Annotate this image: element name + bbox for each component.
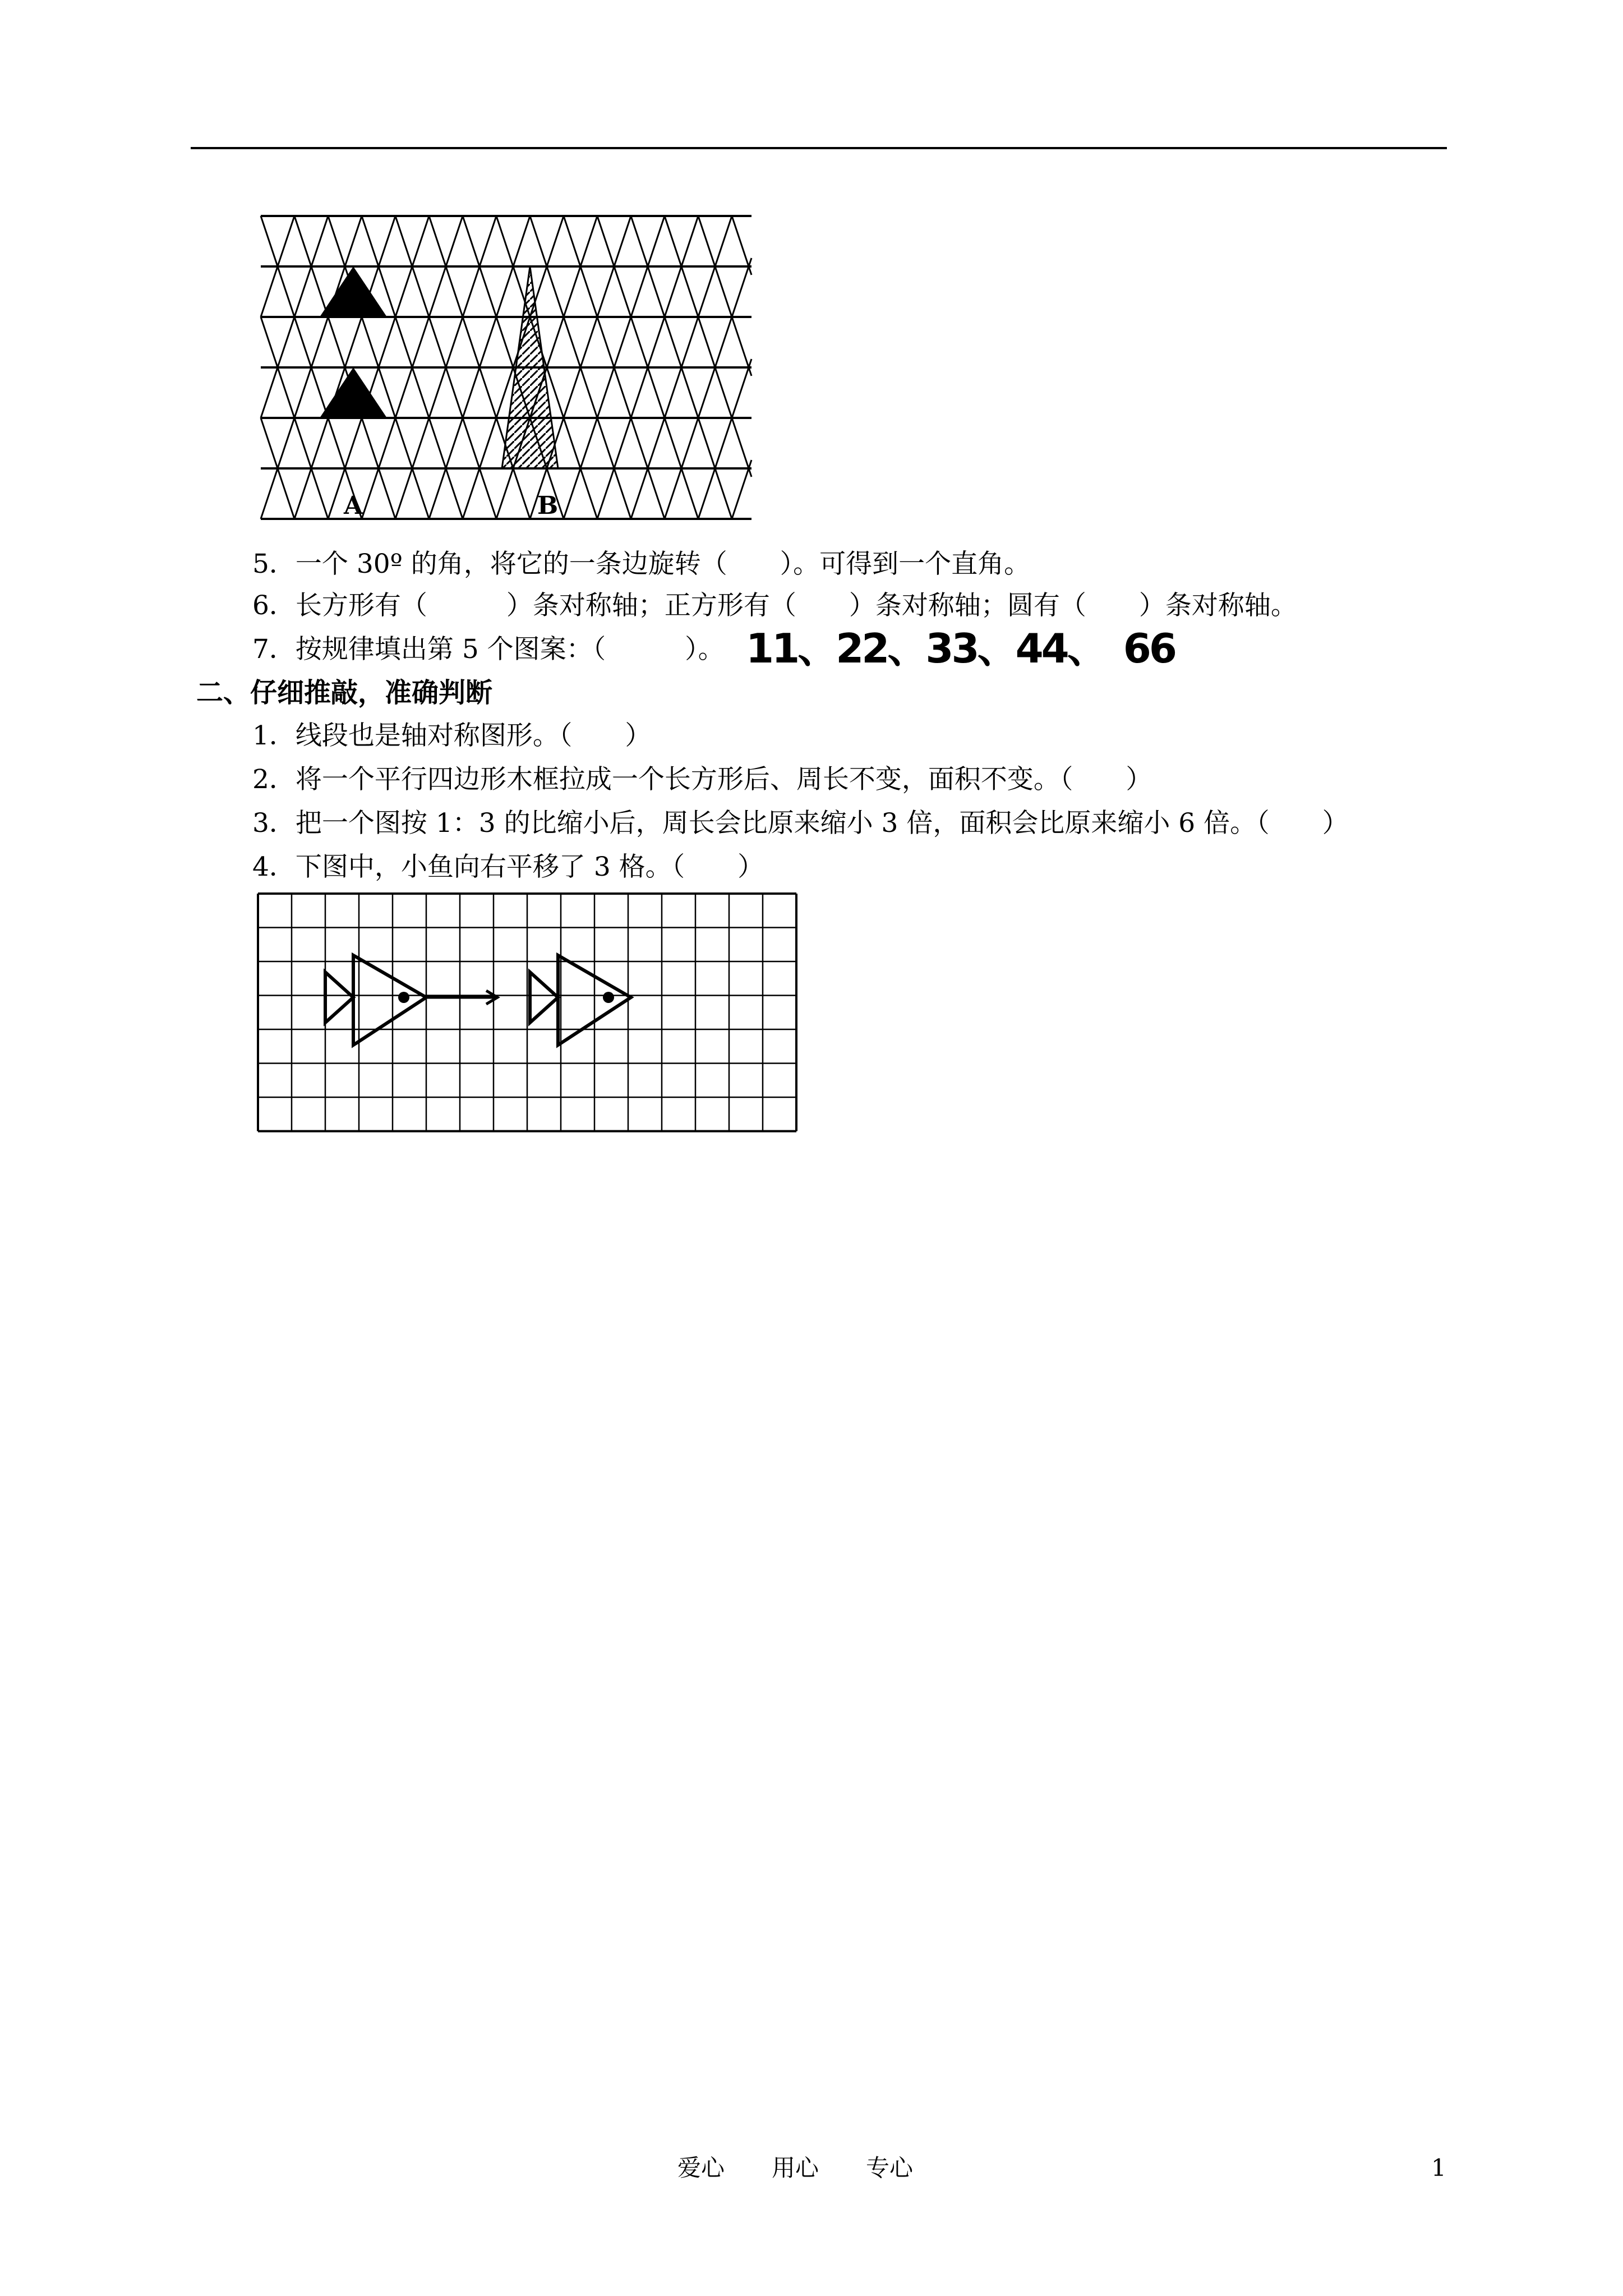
judgement-3: 3．把一个图按 1：3 的比缩小后，周长会比原来缩小 3 倍，面积会比原来缩小 6 倍。（ ）	[252, 808, 1349, 839]
judgement-1: 1．线段也是轴对称图形。（ ）	[252, 720, 652, 751]
fish-moved	[530, 955, 631, 1045]
triangle-grid-figure	[255, 213, 760, 527]
footer-motto: 爱心 用心 专心	[677, 2154, 914, 2182]
question-7: 7．按规律填出第 5 个图案：（ ）。	[252, 634, 725, 665]
triangle-grid-lines	[261, 216, 751, 519]
fish-moved-eye	[603, 992, 614, 1003]
label-a: A	[344, 491, 363, 520]
question-5: 5．一个 30º 的角，将它的一条边旋转（ ）。可得到一个直角。	[252, 549, 1031, 579]
fish-original-body	[353, 955, 426, 1045]
page-number: 1	[1431, 2154, 1446, 2182]
label-b: B	[537, 491, 559, 520]
section-title: 二、仔细推敲，准确判断	[196, 677, 493, 708]
header-rule	[191, 147, 1447, 149]
fish-original-eye	[398, 992, 409, 1003]
fish-original-tail	[325, 972, 353, 1023]
triangle-grid-svg	[255, 213, 760, 527]
number-pattern: 11、22、33、44、 66	[746, 625, 1175, 672]
fish-grid-svg	[255, 891, 805, 1143]
translation-arrow	[426, 991, 497, 1004]
judgement-4: 4．下图中，小鱼向右平移了 3 格。（ ）	[252, 852, 764, 882]
fish-grid-figure	[255, 891, 805, 1143]
fish-original	[325, 955, 426, 1045]
question-6: 6．长方形有（ ）条对称轴；正方形有（ ）条对称轴；圆有（ ）条对称轴。	[252, 590, 1297, 621]
judgement-2: 2．将一个平行四边形木框拉成一个长方形后、周长不变，面积不变。（ ）	[252, 764, 1152, 795]
fish-moved-tail	[530, 972, 558, 1023]
